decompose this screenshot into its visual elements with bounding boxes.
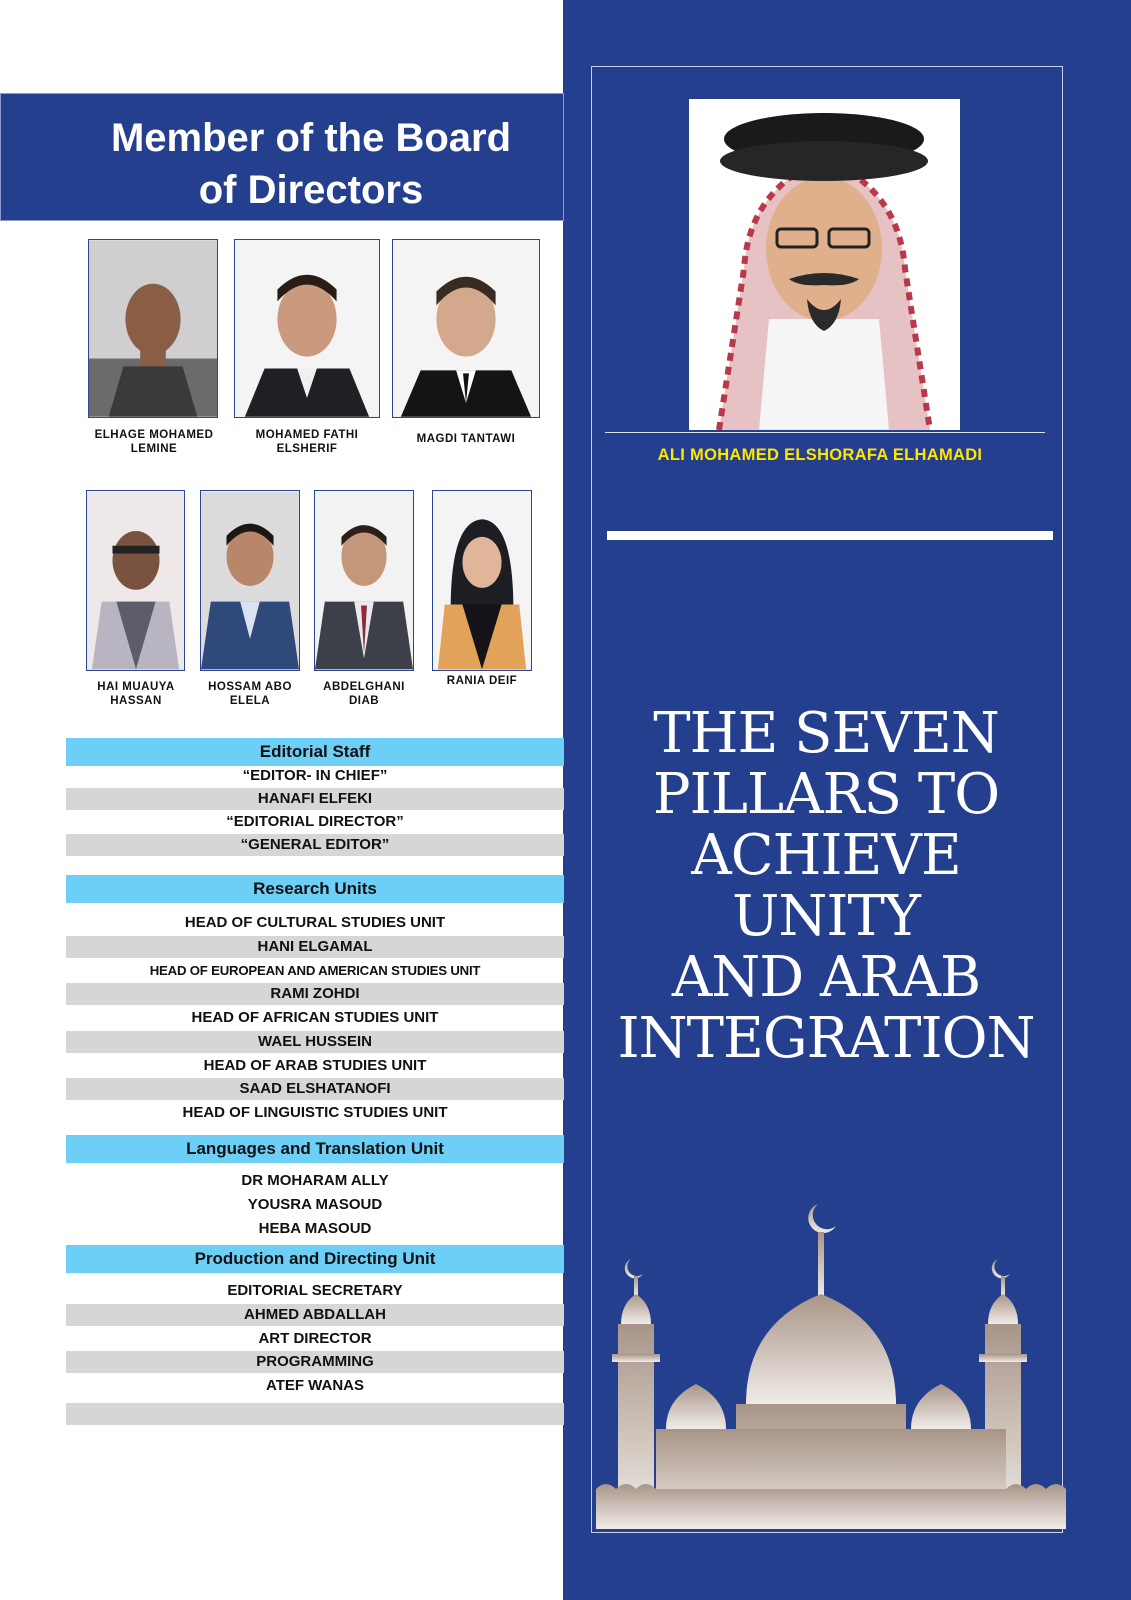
author-portrait [689,99,960,430]
section-header-production: Production and Directing Unit [66,1245,564,1273]
board-title-box [0,93,564,221]
headline-line: ACHIEVE [691,823,961,888]
headline-line: AND ARAB [671,945,981,1010]
staff-line: SAAD ELSHATANOFI [66,1078,564,1100]
staff-line: RAMI ZOHDI [66,983,564,1005]
headline-line: THE SEVEN [653,701,999,766]
section-header-languages: Languages and Translation Unit [66,1135,564,1163]
member-caption: HOSSAM ABO ELELA [208,681,292,707]
headline-line: PILLARS TO [652,762,1000,827]
member-photo [234,239,380,418]
staff-line: ART DIRECTOR [258,1330,372,1347]
member-photo [200,490,300,671]
portrait-photo [689,99,960,430]
staff-line: HEAD OF CULTURAL STUDIES UNIT [184,914,446,931]
staff-line: “EDITOR- IN CHIEF” [242,767,388,784]
divider-bar [607,531,1053,540]
staff-line: HANAFI ELFEKI [66,788,564,810]
member-photo [86,490,185,671]
staff-line: YOUSRA MASOUD [247,1196,383,1213]
member-photo [392,239,540,418]
headline-line: INTEGRATION [617,1006,1035,1071]
staff-line: HANI ELGAMAL [66,936,564,958]
section-header-editorial: Editorial Staff [66,738,564,766]
headline-line: UNITY [732,884,920,949]
staff-line: AHMED ABDALLAH [66,1304,564,1326]
staff-line: WAEL HUSSEIN [66,1031,564,1053]
staff-line: HEAD OF AFRICAN STUDIES UNIT [191,1009,439,1026]
author-name: ALI MOHAMED ELSHORAFA ELHAMADI [657,446,983,464]
staff-line: HEAD OF ARAB STUDIES UNIT [203,1057,427,1074]
staff-line: HEBA MASOUD [258,1220,372,1237]
staff-line: “EDITORIAL DIRECTOR” [226,813,404,830]
member-caption: ABDELGHANI DIAB [323,681,405,707]
staff-line: PROGRAMMING [66,1351,564,1373]
member-caption: HAI MUAUYA HASSAN [97,681,175,707]
member-caption: MOHAMED FATHI ELSHERIF [255,429,359,455]
member-caption: MAGDI TANTAWI [416,433,516,445]
staff-line: EDITORIAL SECRETARY [227,1282,403,1299]
staff-line: “GENERAL EDITOR” [66,834,564,856]
member-caption: RANIA DEIF [446,675,518,687]
staff-line: HEAD OF LINGUISTIC STUDIES UNIT [182,1104,448,1121]
member-photo [88,239,218,418]
cover-headline [590,703,1062,1069]
member-caption: ELHAGE MOHAMED LEMINE [94,429,214,455]
staff-line: ATEF WANAS [265,1377,365,1394]
mosque-silhouette-icon [596,1204,1066,1529]
section-header-research: Research Units [66,875,564,903]
board-title-line1: Member of the Board [110,116,512,160]
staff-line: DR MOHARAM ALLY [241,1172,389,1189]
staff-line: HEAD OF EUROPEAN AND AMERICAN STUDIES UNIT [149,963,481,978]
member-photo [314,490,414,671]
board-title-line2: of Directors [198,168,424,212]
divider [605,432,1045,433]
member-photo [432,490,532,671]
board-title [61,112,561,216]
blank-band [66,1403,564,1425]
